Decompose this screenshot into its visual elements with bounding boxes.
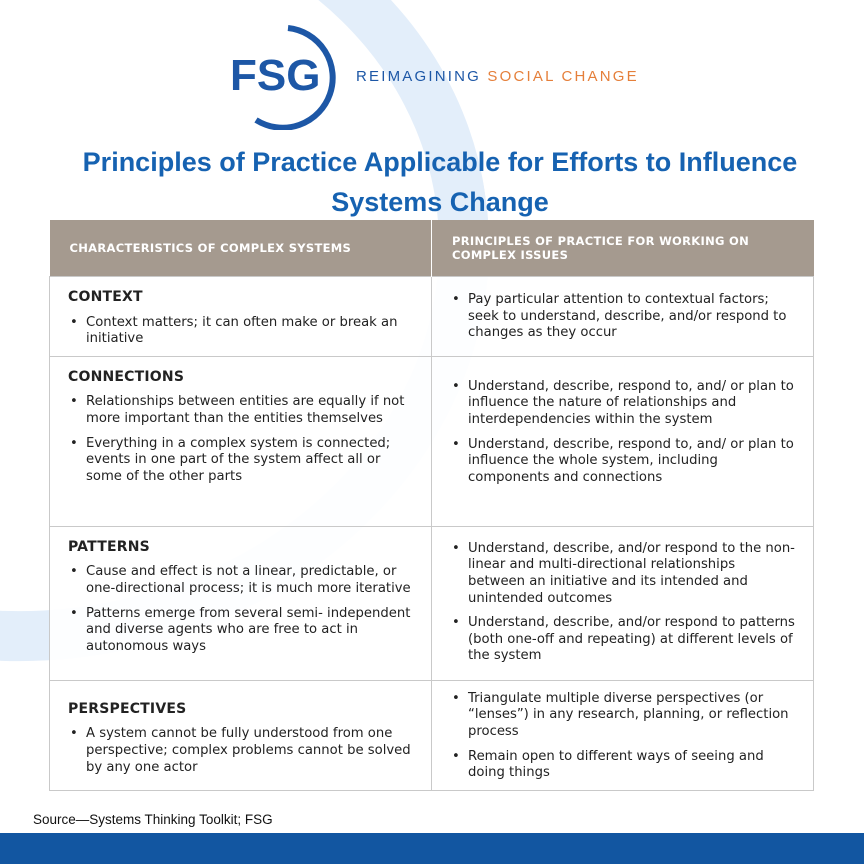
tagline (356, 68, 639, 85)
list-item: • Understand, describe, respond to, and/ or plan to influence the whole system, including components and connections (450, 437, 795, 487)
tagline-social-change: SOCIAL CHANGE (487, 68, 639, 85)
fsg-logo-mark (226, 22, 342, 130)
header-principles: PRINCIPLES OF PRACTICE FOR WORKING ON COMPLEX ISSUES (432, 220, 814, 277)
table-row (50, 526, 814, 680)
list-item: • Everything in a complex system is connected; events in one part of the system affect all or some of the other parts (68, 436, 413, 486)
list-item: • Context matters; it can often make or break an initiative (68, 315, 413, 348)
logo-text: FSG (230, 51, 321, 100)
table-row (50, 277, 814, 357)
characteristics-cell (50, 680, 432, 790)
page-title: Principles of Practice Applicable for Efforts to Influence Systems Change (82, 147, 798, 217)
list-item: • Understand, describe, and/or respond to the non-linear and multi-directional relationships between an initiative and its intended and unintended outcomes (450, 541, 795, 607)
characteristics-cell (50, 277, 432, 357)
header-characteristics: CHARACTERISTICS OF COMPLEX SYSTEMS (50, 220, 432, 277)
list-item: • Relationships between entities are equally if not more important than the entities themselves (68, 394, 413, 427)
principles-cell (432, 356, 814, 526)
principles-table (49, 220, 814, 791)
table-row (50, 356, 814, 526)
characteristics-cell (50, 526, 432, 680)
list-item: • Triangulate multiple diverse perspectives (or “lenses”) in any research, planning, or reflection process (450, 691, 795, 741)
list-item: • Cause and effect is not a linear, predictable, or one-directional process; it is much more iterative (68, 564, 413, 597)
principles-cell (432, 277, 814, 357)
category-label: PERSPECTIVES (68, 700, 187, 717)
category-label: CONNECTIONS (68, 368, 185, 385)
category-label: CONTEXT (68, 289, 143, 305)
characteristics-cell (50, 356, 432, 526)
category-label: PATTERNS (68, 538, 150, 555)
list-item: • Remain open to different ways of seeing and doing things (450, 749, 795, 782)
tagline-reimagining: REIMAGINING (356, 68, 488, 85)
source-note: Source—Systems Thinking Toolkit; FSG (33, 812, 273, 827)
list-item: • A system cannot be fully understood from one perspective; complex problems cannot be solved by any one actor (68, 726, 413, 776)
list-item: • Understand, describe, and/or respond to patterns (both one-off and repeating) at different levels of the system (450, 615, 795, 665)
principles-cell (432, 680, 814, 790)
list-item: • Patterns emerge from several semi- independent and diverse agents who are free to act in autonomous ways (68, 606, 413, 656)
table-row (50, 680, 814, 790)
principles-cell (432, 526, 814, 680)
list-item: • Pay particular attention to contextual factors; seek to understand, describe, and/or respond to changes as they occur (450, 292, 795, 342)
footer-bar (0, 833, 864, 864)
list-item: • Understand, describe, respond to, and/ or plan to influence the nature of relationships and interdependencies within the system (450, 379, 795, 429)
fsg-logo (226, 22, 342, 130)
table-header-row (50, 220, 814, 277)
